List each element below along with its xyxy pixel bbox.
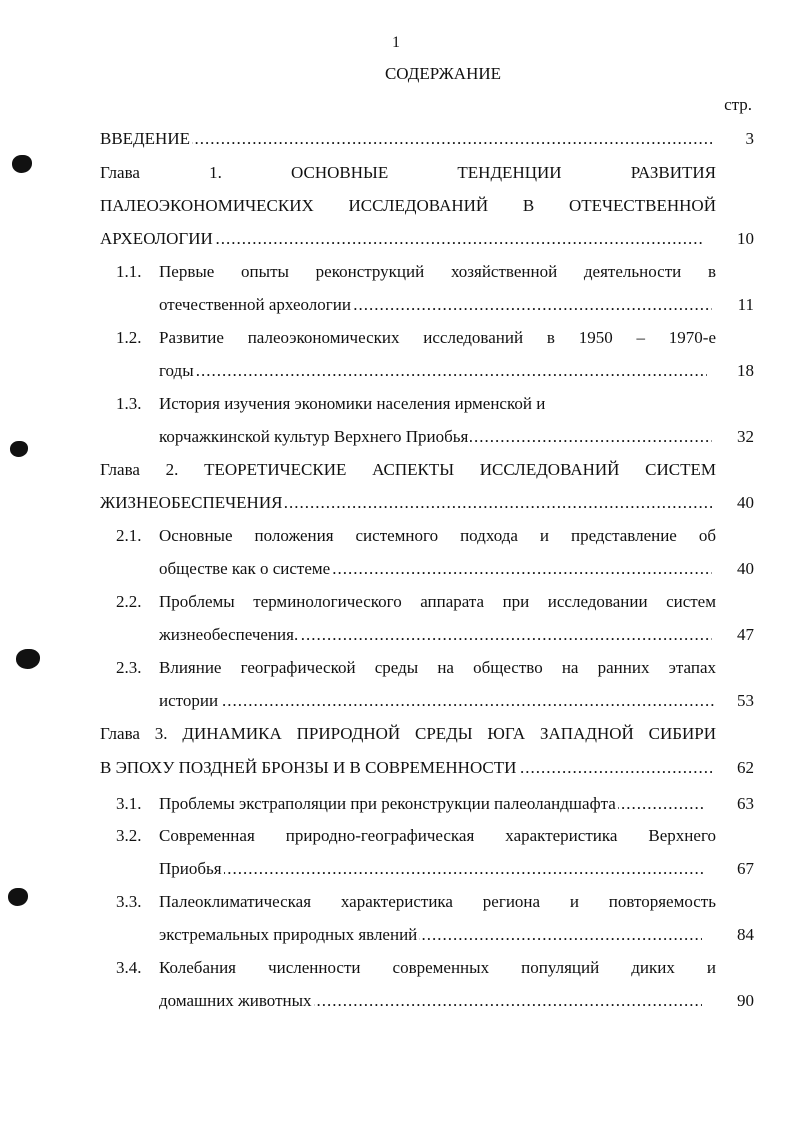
toc-section-number: 3.4. [116,958,142,977]
page-number: 1 [392,34,400,51]
toc-entry-text: Первые опыты реконструкций хозяйственной деятельности в [159,262,716,281]
toc-entry-page: 84 [737,925,754,944]
toc-entry-introduction[interactable] [0,126,792,152]
toc-entry-page: 67 [737,859,754,878]
toc-entry-page: 63 [737,794,754,813]
toc-section-number: 3.1. [116,794,142,813]
toc-entry-text: Глава 3. ДИНАМИКА ПРИРОДНОЙ СРЕДЫ ЮГА ЗАПАДНОЙ СИБИРИ [100,724,716,743]
toc-chapter-1-line-1[interactable] [0,160,792,186]
toc-section-3-4-line-1[interactable] [0,955,792,981]
toc-section-3-2-line-1[interactable] [0,823,792,849]
toc-section-number: 2.1. [116,526,142,545]
toc-entry-text: жизнеобеспечения. [159,625,299,644]
toc-section-number: 2.3. [116,658,142,677]
toc-section-2-3-line-1[interactable] [0,655,792,681]
toc-entry-page: 18 [737,361,754,380]
toc-chapter-3-line-1[interactable] [0,721,792,747]
toc-entry-text: Колебания численности современных популяций диких и [159,958,716,977]
toc-entry-page: 10 [737,229,754,248]
toc-section-3-4-line-2[interactable] [0,988,792,1014]
toc-chapter-1-line-3[interactable] [0,226,792,252]
toc-entry-page: 90 [737,991,754,1010]
toc-section-3-1[interactable] [0,791,792,817]
toc-section-number: 2.2. [116,592,142,611]
toc-section-1-2-line-1[interactable] [0,325,792,351]
toc-section-3-2-line-2[interactable] [0,856,792,882]
toc-section-1-2-line-2[interactable] [0,358,792,384]
toc-entry-page: 3 [745,129,754,148]
toc-section-number: 1.2. [116,328,142,347]
toc-entry-page: 62 [737,758,754,777]
toc-entry-page: 40 [737,493,754,512]
toc-chapter-1-line-2[interactable] [0,193,792,219]
toc-entry-text: корчажкинской культур Верхнего Приобья [159,427,469,446]
toc-entry-text: ВВЕДЕНИЕ [100,129,190,148]
toc-section-1-1-line-1[interactable] [0,259,792,285]
toc-section-number: 3.3. [116,892,142,911]
toc-entry-text: Современная природно-географическая характеристика Верхнего [159,826,716,845]
toc-section-2-2-line-2[interactable] [0,622,792,648]
toc-entry-page: 32 [737,427,754,446]
page-title: СОДЕРЖАНИЕ [384,64,502,83]
toc-entry-text: истории [159,691,219,710]
toc-entry-page: 40 [737,559,754,578]
toc-entry-page: 53 [737,691,754,710]
punch-hole-mark [10,441,28,457]
toc-entry-text: экстремальных природных явлений [159,925,418,944]
toc-chapter-3-line-2[interactable] [0,755,792,781]
toc-entry-text: годы [159,361,194,380]
toc-entry-text: Приобья [159,859,222,878]
toc-chapter-2-line-2[interactable] [0,490,792,516]
toc-section-2-1-line-2[interactable] [0,556,792,582]
toc-section-1-1-line-2[interactable] [0,292,792,318]
toc-entry-text: Проблемы терминологического аппарата при исследовании систем [159,592,716,611]
toc-section-2-2-line-1[interactable] [0,589,792,615]
toc-entry-text: Развитие палеоэкономических исследований в 1950 – 1970-е [159,328,716,347]
toc-entry-page: 47 [737,625,754,644]
toc-section-1-3-line-2[interactable] [0,424,792,450]
toc-section-number: 1.1. [116,262,142,281]
toc-entry-text: АРХЕОЛОГИИ [100,229,213,248]
toc-entry-text: домашних животных [159,991,312,1010]
toc-entry-page: 11 [737,295,754,314]
toc-entry-text: Глава 1. ОСНОВНЫЕ ТЕНДЕНЦИИ РАЗВИТИЯ [100,163,716,182]
toc-chapter-2-line-1[interactable] [0,457,792,483]
toc-entry-text: ЖИЗНЕОБЕСПЕЧЕНИЯ [100,493,283,512]
toc-entry-text: Влияние географической среды на общество на ранних этапах [159,658,716,677]
toc-section-number: 3.2. [116,826,142,845]
toc-entry-text: История изучения экономики населения ирменской и [159,394,546,413]
toc-entry-text: отечественной археологии [159,295,351,314]
toc-section-3-3-line-2[interactable] [0,922,792,948]
toc-section-number: 1.3. [116,394,142,413]
toc-entry-text: Глава 2. ТЕОРЕТИЧЕСКИЕ АСПЕКТЫ ИССЛЕДОВАНИЙ СИСТЕМ [100,460,716,479]
toc-section-1-3-line-1[interactable] [0,391,792,417]
toc-entry-text: В ЭПОХУ ПОЗДНЕЙ БРОНЗЫ И В СОВРЕМЕННОСТИ [100,758,517,777]
toc-section-3-3-line-1[interactable] [0,889,792,915]
toc-entry-text: Проблемы экстраполяции при реконструкции палеоландшафта [159,794,616,813]
toc-entry-text: обществе как о системе [159,559,331,578]
toc-entry-text: Палеоклиматическая характеристика региона и повторяемость [159,892,716,911]
toc-entry-text: ПАЛЕОЭКОНОМИЧЕСКИХ ИССЛЕДОВАНИЙ В ОТЕЧЕСТВЕННОЙ [100,196,716,215]
toc-section-2-3-line-2[interactable] [0,688,792,714]
toc-section-2-1-line-1[interactable] [0,523,792,549]
page-column-label: стр. [724,95,752,114]
toc-entry-text: Основные положения системного подхода и представление об [159,526,716,545]
